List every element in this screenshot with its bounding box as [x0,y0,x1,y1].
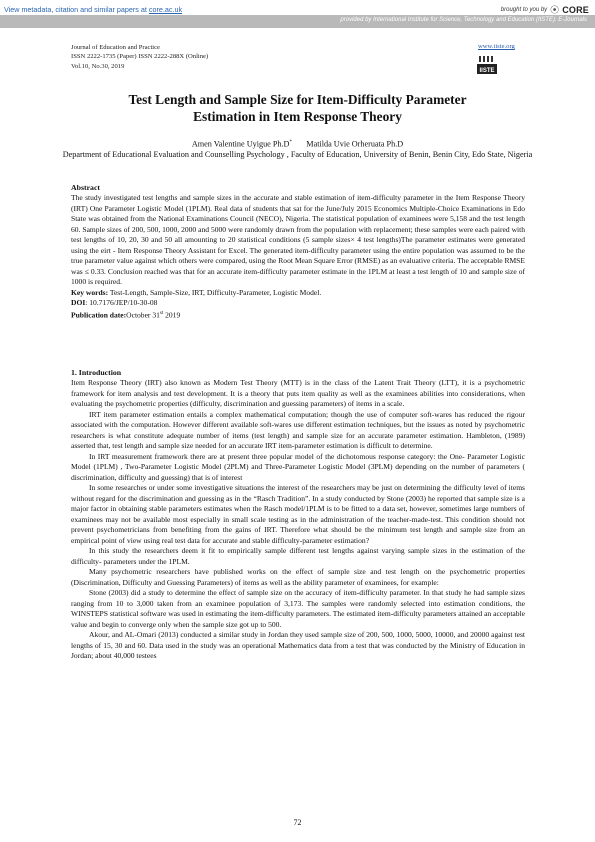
intro-paragraph-7: Stone (2003) did a study to determine the effect of sample size on the accuracy of item-difficulty parameter. In that study he had sample sizes ranging from 10 to 3,000 taken from an examinee population of 3,173. The samples were randomly selected into estimation conditions, the WINSTEPS statistical software was used in estimating the item-difficulty parameters. The estimated item-difficulty parameters attained an acceptable value and begin to converge only when the sample size got up to 500. [71,588,525,629]
abstract-section [71,182,525,321]
keywords-line [71,288,525,299]
intro-paragraph-8: Akour, and AL-Omari (2013) conducted a similar study in Jordan they used sample size of 200, 500, 1000, 5000, 10000, and 20000 against test lengths of 15, 30 and 60. Data used in the study was an operational Mathematics data from a test that was conducted by the Ministry of Education in Jordan; about 40,000 testees [71,630,525,660]
core-logo-icon: ⦿ [550,5,560,15]
journal-url-link[interactable]: www.iiste.org [478,43,515,50]
provided-by-strip [0,15,595,28]
provided-by-text: provided by International Institute for Science, Technology and Education (IISTE): E-Journals [340,17,587,23]
introduction-heading: 1. Introduction [71,368,122,377]
core-metadata-link[interactable]: View metadata, citation and similar papers at core.ac.uk [4,5,183,14]
pubdate-line [71,309,525,321]
author-1-mark: * [289,140,292,145]
title-line-1: Test Length and Sample Size for Item-Difficulty Parameter [128,92,467,107]
author-2: Matilda Uvie Orheruata Ph.D [306,139,404,149]
intro-paragraph-4: In some researches or under some investigative situations the interest of the researchers may be just on determining the difficulty level of items without regard for the discrimination and guessing as in the “Rasch Tradition”. In a study conducted by Stone (2003) he reported that sample size is a major factor in obtaining stable parameters estimates when the Rasch model/1PLM is to be fitted to a data set, however, sometimes large numbers of examinees may not be available most especially in small scale testing as in the administration of the teacher-made-test. This condition should not prevent psychometricians from benefiting from the gains of IRT. Therefore what should be the minimum test length and sample size from an empirical point of view using real test data for accurate and stable difficulty-parameter estimation? [71,483,525,545]
keywords-label: Key words: [71,287,109,297]
svg-text:IISTE: IISTE [479,68,495,74]
brought-by-label: brought to you by [500,6,548,13]
journal-name: Journal of Education and Practice [71,44,160,51]
affiliation: Department of Educational Evaluation and Counselling Psychology , Faculty of Education, University of Benin, Benin City, Edo State, Nigeria [62,150,533,159]
page-number: 72 [293,818,302,827]
title-line-2: Estimation in Item Response Theory [193,109,402,124]
intro-paragraph-2: IRT item parameter estimation entails a complex mathematical computation; though the use of computer soft-wares has reduced the rigour associated with the computation. However different available soft-wares use different estimation techniques, but the issues as noted by psychometric researchers is what constitute adequate number of items (test length) and sample size for an accurate parameter estimation. Hambleton, (1989) asserted that, test length and sample size needed for an accurate IRT item-parameter estimation is difficult to determine. [71,409,525,450]
doi-line [71,298,525,309]
journal-info [71,43,208,71]
iiste-logo-icon [476,54,498,76]
authors [60,137,535,150]
pubdate-value: October 31 [126,310,160,320]
paper-title [60,91,535,125]
core-ac-uk-link[interactable]: core.ac.uk [148,5,183,14]
core-logo-text: CORE [562,4,589,15]
author-1: Amen Valentine Uyigue Ph.D [191,139,290,149]
intro-paragraph-1: Item Response Theory (IRT) also known as Modern Test Theory (MTT) is in the class of the Latent Trait Theory (LTT), it is a psychometric framework for item analysis and test development. It is a theory that puts item quality as well as the examinees abilities into considerations, when evaluating the psychometric properties (difficulty, discrimination and guessing parameters) of items in a scale. [71,378,525,408]
journal-volume: Vol.10, No.30, 2019 [71,62,125,70]
abstract-text: The study investigated test lengths and sample sizes in the accurate and stable estimation of item-difficulty parameter in the Item Response Theory (IRT) One Parameter Logistic Model (1PLM). Real data of students that sat for the June/July 2015 Economics Multiple-Choice Examinations in Edo State was obtained from the National Examinations Council (NECO), Nigeria. The statistical population of examinees were 5,158 and the test length 60. Sample sizes of 200, 500, 1000, 2000 and 5000 were randomly drawn from the population with replacement; these samples were each paired with test lengths of 10, 20, 30 and 50 all amounting to 20 statistical conditions (5 sample sizes× 4 test lengths)The parameter estimates were generated using the eirt - Item Response Theory Assistant for Excel. The generated item-difficulty parameter using the entire population was assumed to be the true parameter value against which others were compared, using the Root Mean Square Error (RMSE) as an evaluative criteria. The acceptable RMSE was ≤ 0.33. Conclusion reached was that for an accurate item-difficulty parameter estimate in the 1PLM at least a test length of 10 and sample size of 1000 is required. [71,193,525,286]
intro-paragraph-6: Many psychometric researchers have published works on the effect of sample size and test length on the psychometric properties (Discrimination, Difficulty and Guessing Parameters) of items as well as the ability parameter of examinees, for example: [71,567,525,587]
introduction-section [71,367,525,662]
core-header [0,0,595,30]
pubdate-year: 2019 [163,310,181,320]
journal-issn: ISSN 2222-1735 (Paper) ISSN 2222-288X (Online) [71,53,209,61]
doi-label: DOI [71,298,86,307]
keywords-text: Test-Length, Sample-Size, IRT, Difficulty-Parameter, Logistic Model. [108,287,322,297]
doi-value: : 10.7176/JEP/10-30-08 [85,298,158,307]
pubdate-label: Publication date: [71,310,127,320]
intro-paragraph-3: In IRT measurement framework there are at present three popular model of the dichotomous response category: the One- Parameter Logistic Model (1PLM) , Two-Parameter Logistic Model (2PLM) and Three-Parameter Logistic Model (3PLM) depending on the number of parameters ( discrimination, difficulty and guessing) that is of interest [71,451,525,482]
pubdate-sup: st [159,310,164,316]
abstract-heading: Abstract [71,183,101,192]
intro-paragraph-5: In this study the researchers deem it fit to empirically sample different test lengths against varying sample sizes in the estimation of the difficulty- parameters under the 1PLM. [71,546,525,566]
